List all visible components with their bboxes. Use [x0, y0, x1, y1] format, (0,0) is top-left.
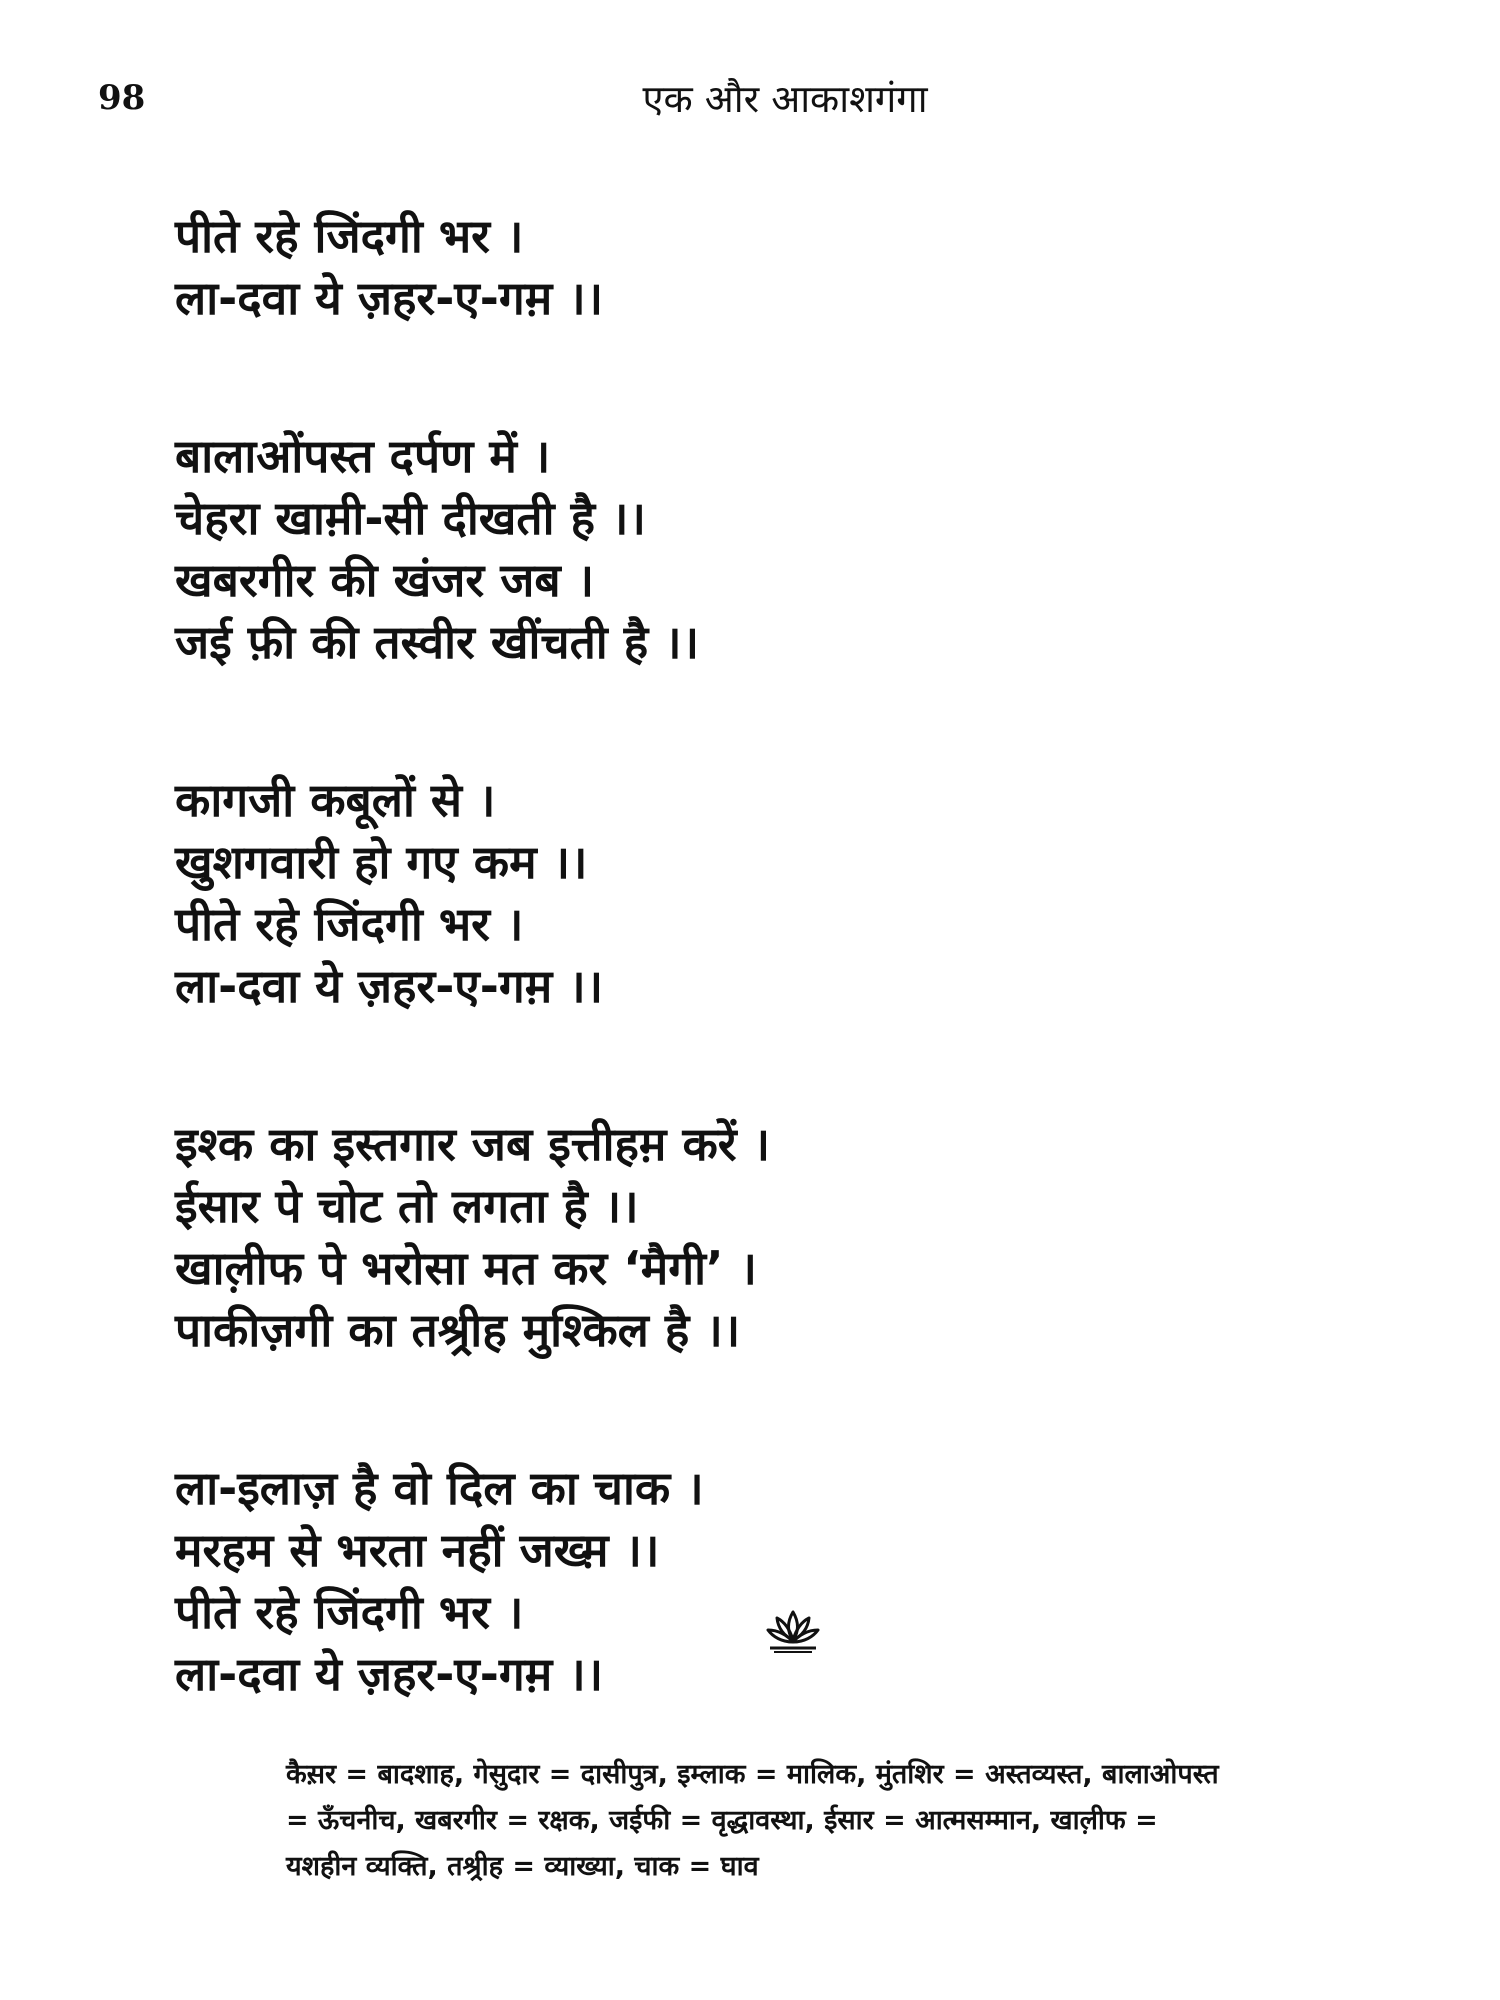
- poem-line: ला-दवा ये ज़हर-ए-गम़ ।।: [175, 1647, 604, 1701]
- stanza-2: [175, 425, 1355, 673]
- poem-line: पीते रहे जिंदगी भर ।: [175, 897, 524, 951]
- footnote-line: = ऊँचनीच, खबरगीर = रक्षक, जईफी = वृद्धावस्था, ईसार = आत्मसम्मान, खाल़ीफ =: [286, 1805, 1158, 1836]
- poem-line: खबरगीर की खंजर जब ।: [175, 553, 595, 607]
- stanza-3: [175, 769, 1355, 1017]
- footnote-line: कैस़र = बादशाह, गेसुदार = दासीपुत्र, इम्लाक = मालिक, मुंतशिर = अस्तव्यस्त, बालाओपस्त: [286, 1759, 1219, 1790]
- poem-line: ला-इलाज़ है वो दिल का चाक ।: [175, 1461, 704, 1515]
- poem-line: ला-दवा ये ज़हर-ए-गम़ ।।: [175, 959, 604, 1013]
- stanza-1: [175, 205, 1355, 329]
- glossary-footnote: [286, 1752, 1486, 1890]
- poem-line: पीते रहे जिंदगी भर ।: [175, 1585, 524, 1639]
- poem-line: पाकीज़गी का तश्र्रीह मुश्किल है ।।: [175, 1303, 741, 1357]
- poem-line: पीते रहे जिंदगी भर ।: [175, 209, 524, 263]
- stanza-5: [175, 1457, 1355, 1705]
- poem-line: ला-दवा ये ज़हर-ए-गम़ ।।: [175, 271, 604, 325]
- poem-line: जई फ़ी की तस्वीर खींचती है ।।: [175, 615, 700, 669]
- lotus-icon: [764, 1606, 822, 1654]
- poem-line: चेहरा खाम़ी-सी दीखती है ।।: [175, 491, 646, 545]
- poem-line: इश्क का इस्तगार जब इत्तीहम़ करें ।: [175, 1117, 771, 1171]
- poem-line: खुशगवारी हो गए कम ।।: [175, 835, 588, 889]
- poem-line: बालाओंपस्त दर्पण में ।: [175, 429, 551, 483]
- poem-line: खाल़ीफ पे भरोसा मत कर ‘मैगी’ ।: [175, 1241, 757, 1295]
- stanza-4: [175, 1113, 1355, 1361]
- footnote-line: यशहीन व्यक्ति, तश्र्रीह = व्याख्या, चाक = घाव: [286, 1851, 759, 1882]
- poem-line: मरहम से भरता नहीं जख्म़ ।।: [175, 1523, 660, 1577]
- poem-line: ईसार पे चोट तो लगता है ।।: [175, 1179, 639, 1233]
- poem: [175, 205, 1355, 1705]
- poem-line: कागजी कबूलों से ।: [175, 773, 496, 827]
- book-title: एक और आकाशगंगा: [642, 77, 928, 121]
- page-number: 98: [98, 78, 146, 118]
